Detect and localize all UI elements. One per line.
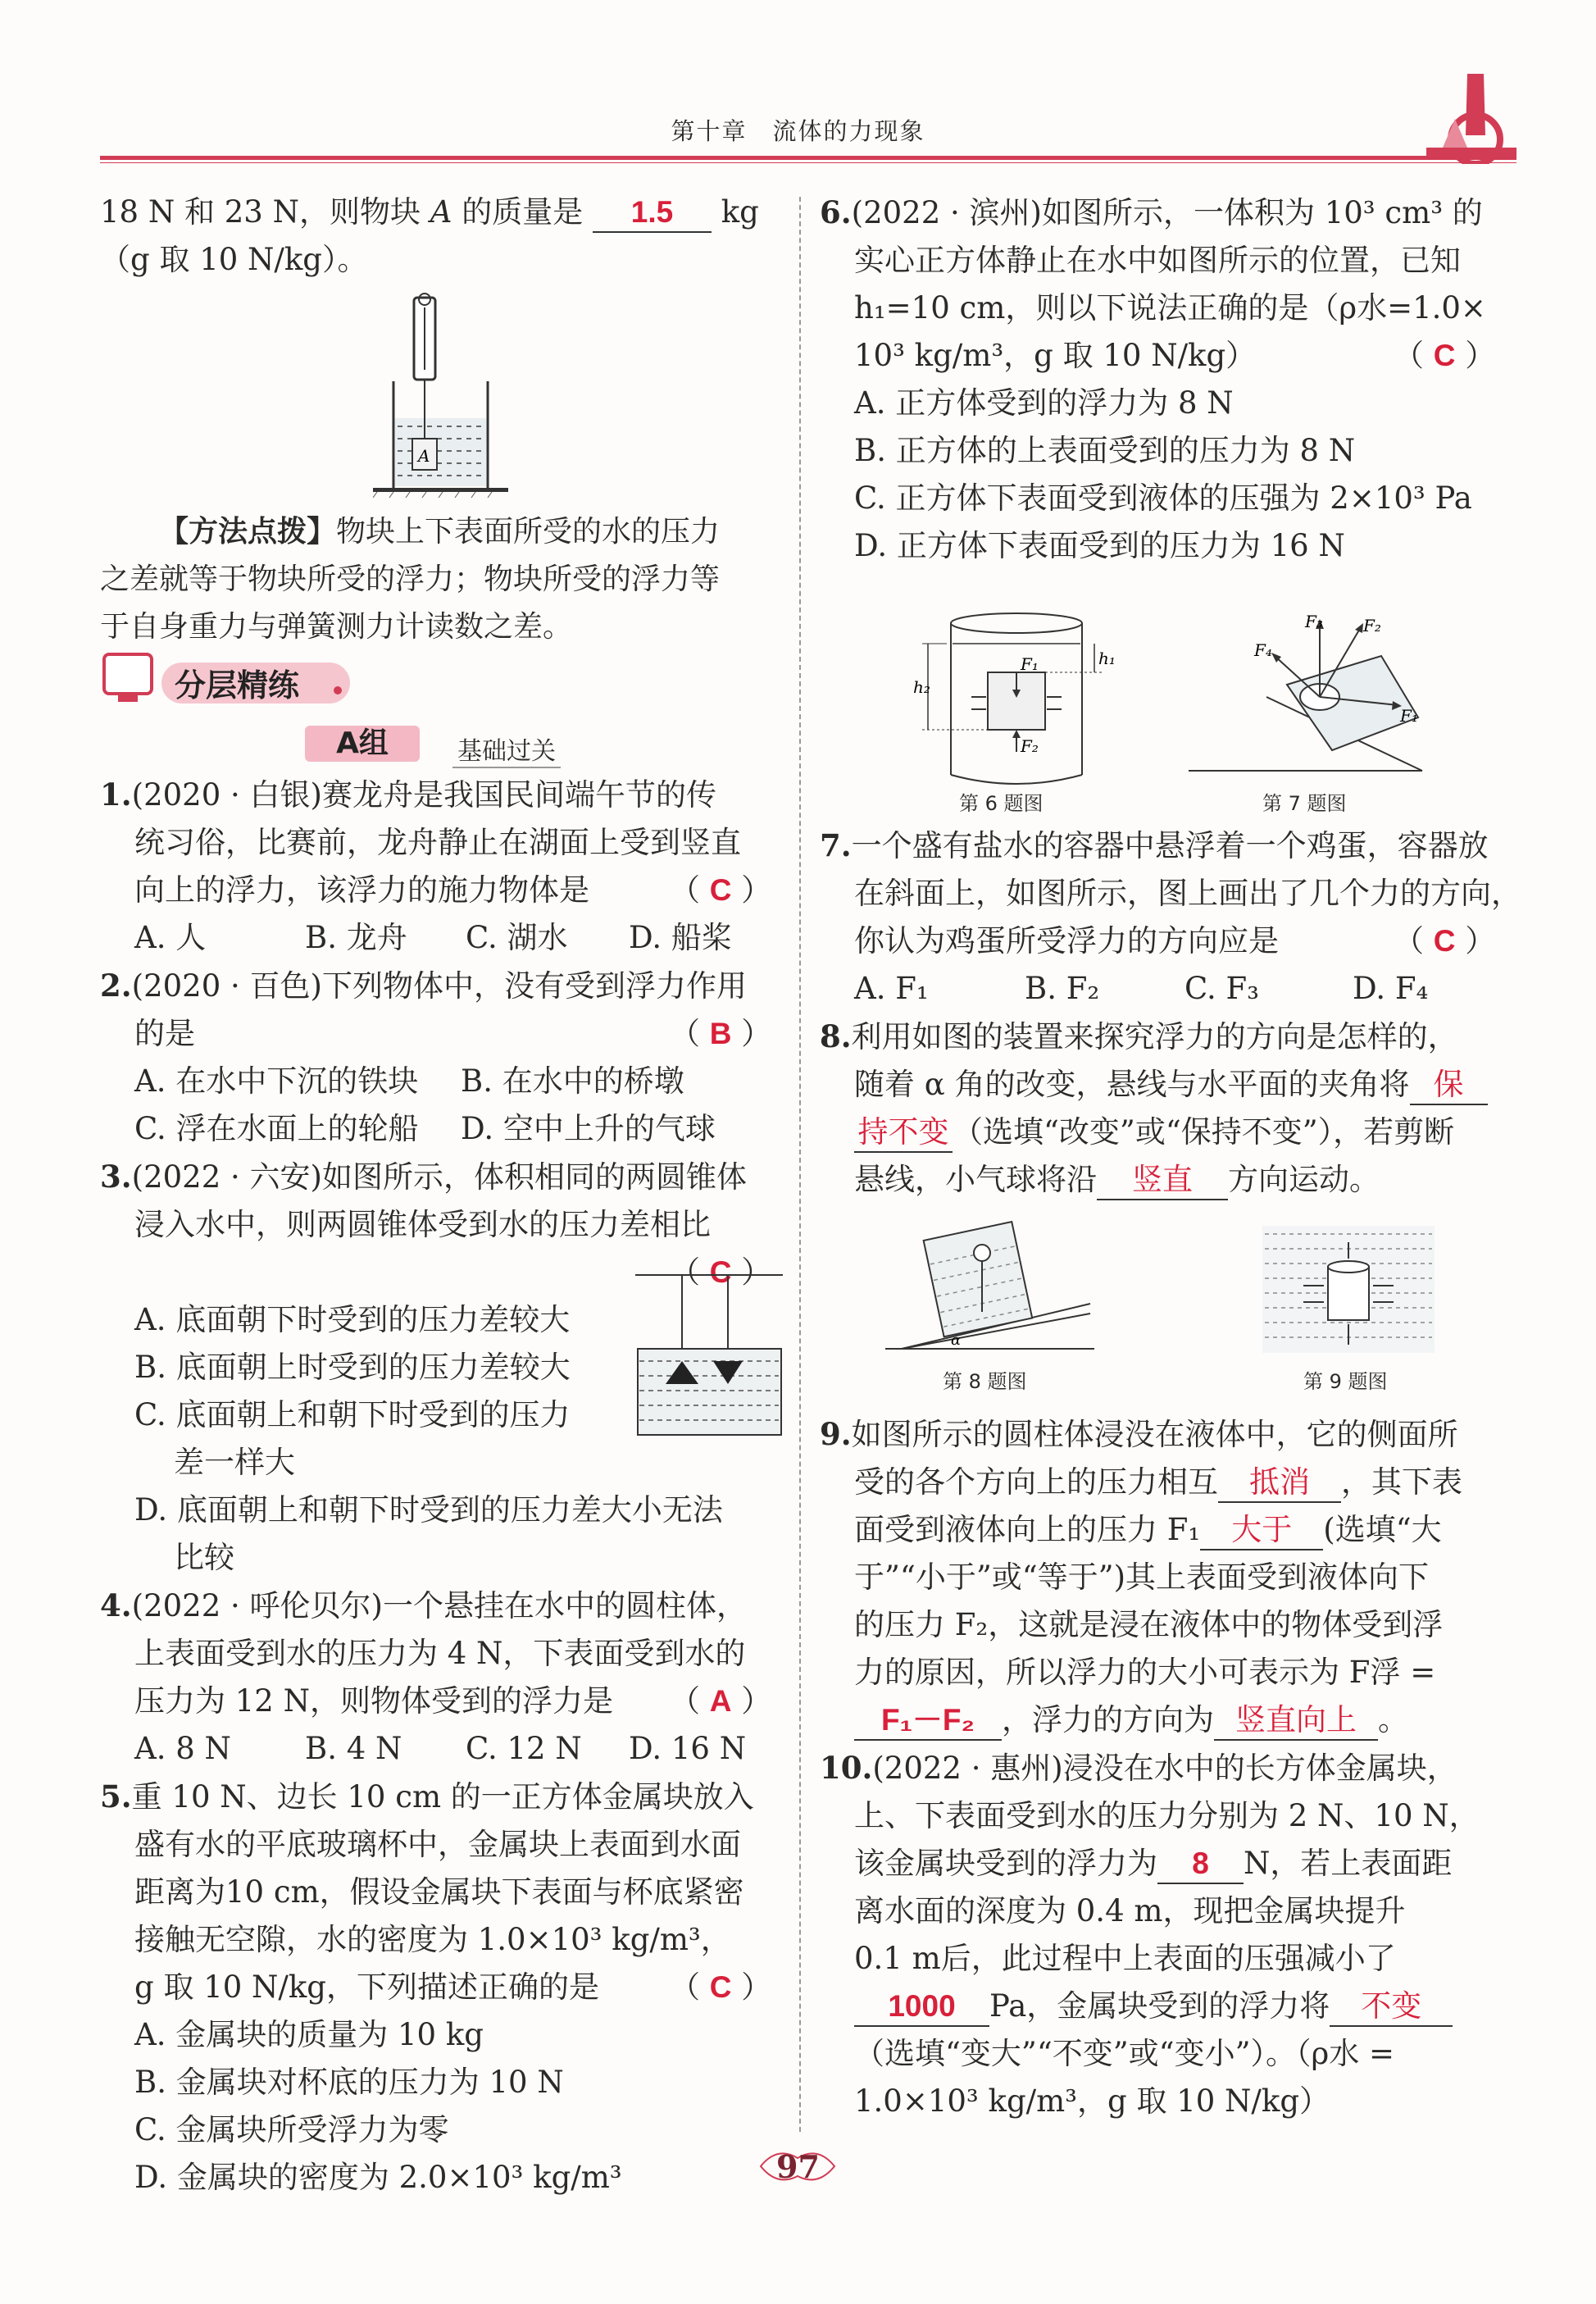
label-f2: F₂ <box>1021 736 1039 756</box>
left-column <box>100 189 789 284</box>
q10-blank-1: 8 <box>1157 1845 1244 1884</box>
spring-scale-figure <box>373 291 537 500</box>
q8-blank-2: 竖直 <box>1097 1161 1228 1200</box>
answer-blank-mass: 1.5 <box>593 194 712 233</box>
q9-blank-3: F₁－F₂ <box>854 1701 1002 1741</box>
method-tip: 【方法点拨】物块上下表面所受的水的压力 之差就等于物块所受的浮力；物块所受的浮力等 于自身重力与弹簧测力计读数之差。 <box>100 515 721 644</box>
figure-8-caption: 第 8 题图 <box>943 1370 1027 1393</box>
label-f1: F₁ <box>1021 654 1039 674</box>
header-rule-thin <box>100 162 1516 163</box>
left-questions: 1.(2020 · 白银)赛龙舟是我国民间端午节的传 统习俗，比赛前，龙舟静止在湖面上受到竖直 向上的浮力，该浮力的施力物体是 （ C ） A. 人 B. 龙舟 C. 湖水 D. 船桨 2.(2020 · 百色)下列物体中，没有受到浮力作用 的是 （ B ） A. 在水中下沉的铁块 B. 在水中的桥墩 C. 浮在水面上的轮船 D. 空中上升的气球 3.(2022 · 六安)如图所示，体积相同的两圆锥体 浸入水中，则两圆锥体受到水的压力差相比 （ C ） A. 底面朝下时受到的压力差较大 B. 底面朝上时受到的压力差较大 C. 底面朝上和朝下时受到的压力 差一样大 D. 底面朝上和朝下时受到的压力差大小无法 比较 4.(2022 · 呼伦贝尔)一个悬挂在水中的圆柱体， 上表面受到水的压力为 4 N，下表面受到水的 压力为 12 N，则物体受到的浮力是 （ A ） A. 8 N B. 4 N C. 12 N D. 16 N 5.重 10 N、边长 10 cm 的一正方体金属块放入 盛有水的平底玻璃杯中，金属块上表面到水面 距离为10 cm，假设金属块下表面与杯底紧密 接触无空隙，水的密度为 1.0×10³ kg/m³， g 取 10 N/kg，下列描述正确的是 （ C ） A. 金属块的质量为 10 kg B. 金属块对杯底的压力为 10 N C. 金属块所受浮力为零 D. 金属块的密度为 2.0×10³ kg/m³ <box>100 771 789 2202</box>
figure-9 <box>1258 1222 1439 1357</box>
label-f3: F₃ <box>1305 612 1323 631</box>
q3-answer: （ C ） <box>670 1254 772 1290</box>
q8-blank-1b: 持不变 <box>854 1113 953 1153</box>
figure-8 <box>885 1213 1098 1361</box>
q9-blank-1: 抵消 <box>1218 1464 1341 1503</box>
block-a-label: A <box>418 446 430 466</box>
q1-answer: （ C ） <box>670 872 772 908</box>
group-header <box>305 726 600 767</box>
q10-blank-2: 1000 <box>854 1988 989 2027</box>
q7-answer: （ C ） <box>1394 923 1496 958</box>
q1-options: A. 人 B. 龙舟 C. 湖水 D. 船桨 <box>134 920 732 955</box>
right-column-q9-q10: 9.如图所示的圆柱体浸没在液体中，它的侧面所 受的各个方向上的压力相互 抵消 ，其下表 面受到液体向上的压力 F₁ 大于 (选填“大 于”“小于”或“等于”)其上表面受到液体向下 的压力 F₂，这就是浸在液体中的物体受到浮 力的原因，所以浮力的大小可表示为 F浮 = F₁－F₂ ，浮力的方向为 竖直向上 。 10.(2022 · 惠州)浸没在水中的长方体金属块， 上、下表面受到水的压力分别为 2 N、10 N， 该金属块受到的浮力为 8 N，若上表面距 离水面的深度为 0.4 m，现把金属块提升 0.1 m后，此过程中上表面的压强减小了 1000 Pa，金属块受到的浮力将 不变 （选填“变大”“不变”或“变小”）。（ρ水 = 1.0×10³ kg/m³，g 取 10 N/kg） <box>820 1416 1480 2119</box>
page-number: 97 <box>776 2148 820 2185</box>
right-column-q7-q10: 7.一个盛有盐水的容器中悬浮着一个鸡蛋，容器放 在斜面上，如图所示，图上画出了几个力的方向， 你认为鸡蛋所受浮力的方向应是 （ C ） A. F₁ B. F₂ C. F₃ D. F₄ 8.利用如图的装置来探究浮力的方向是怎样的， 随着 α 角的改变，悬线与水平面的夹角将 保 持不变 （选填“改变”或“保持不变”），若剪断 悬线，小气球将沿 竖直 方向运动。 <box>820 822 1525 1204</box>
group-badge: A组 <box>305 726 420 762</box>
q4-answer: （ A ） <box>670 1683 772 1719</box>
right-column: 6.(2022 · 滨州)如图所示，一体积为 10³ cm³ 的 实心正方体静止在水中如图所示的位置，已知 h₁=10 cm，则以下说法正确的是（ρ水=1.0× 10³ kg/m³，g 取 10 N/kg） （ C ） A. 正方体受到的浮力为 8 N B. 正方体的上表面受到的压力为 8 N C. 正方体下表面受到液体的压强为 2×10³ Pa D. 正方体下表面受到的压力为 16 N <box>820 194 1496 563</box>
label-f2-fig7: F₂ <box>1363 616 1381 635</box>
q9-blank-4: 竖直向上 <box>1214 1701 1378 1741</box>
chapter-title: 第十章 流体的力现象 <box>671 117 925 145</box>
figure-7-caption: 第 7 题图 <box>1262 792 1347 815</box>
q2-answer: （ B ） <box>670 1016 772 1051</box>
label-alpha: α <box>951 1332 962 1349</box>
q9-blank-2: 大于 <box>1200 1511 1323 1550</box>
label-h1: h₁ <box>1098 649 1116 668</box>
q10-blank-3: 不变 <box>1330 1988 1453 2027</box>
label-f1-fig7: F₁ <box>1400 706 1418 726</box>
microscope-logo-icon <box>1410 57 1516 164</box>
column-divider <box>799 197 801 2132</box>
q8-blank-1: 保 <box>1410 1066 1488 1105</box>
label-f4: F₄ <box>1254 640 1272 660</box>
figure-6 <box>910 611 1123 812</box>
figure-6-caption: 第 6 题图 <box>959 792 1044 815</box>
figure-9-caption: 第 9 题图 <box>1303 1370 1388 1393</box>
intro-line-1: 18 N 和 23 N，则物块 A 的质量是 1.5 kg <box>100 189 789 236</box>
cones-figure <box>631 1271 787 1443</box>
header-rule <box>100 156 1516 160</box>
monitor-icon <box>104 654 152 694</box>
q5-answer: （ C ） <box>670 1969 772 2005</box>
q1-line-1: 1.(2020 · 白银)赛龙舟是我国民间端午节的传 <box>100 776 716 813</box>
group-label: 基础过关 <box>452 731 561 768</box>
figure-7 <box>1189 607 1426 783</box>
label-h2: h₂ <box>913 677 930 697</box>
intro-line-2: （g 取 10 N/kg）。 <box>100 242 368 277</box>
q6-answer: （ C ） <box>1394 338 1496 373</box>
section-title: 分层精练 <box>175 667 300 703</box>
